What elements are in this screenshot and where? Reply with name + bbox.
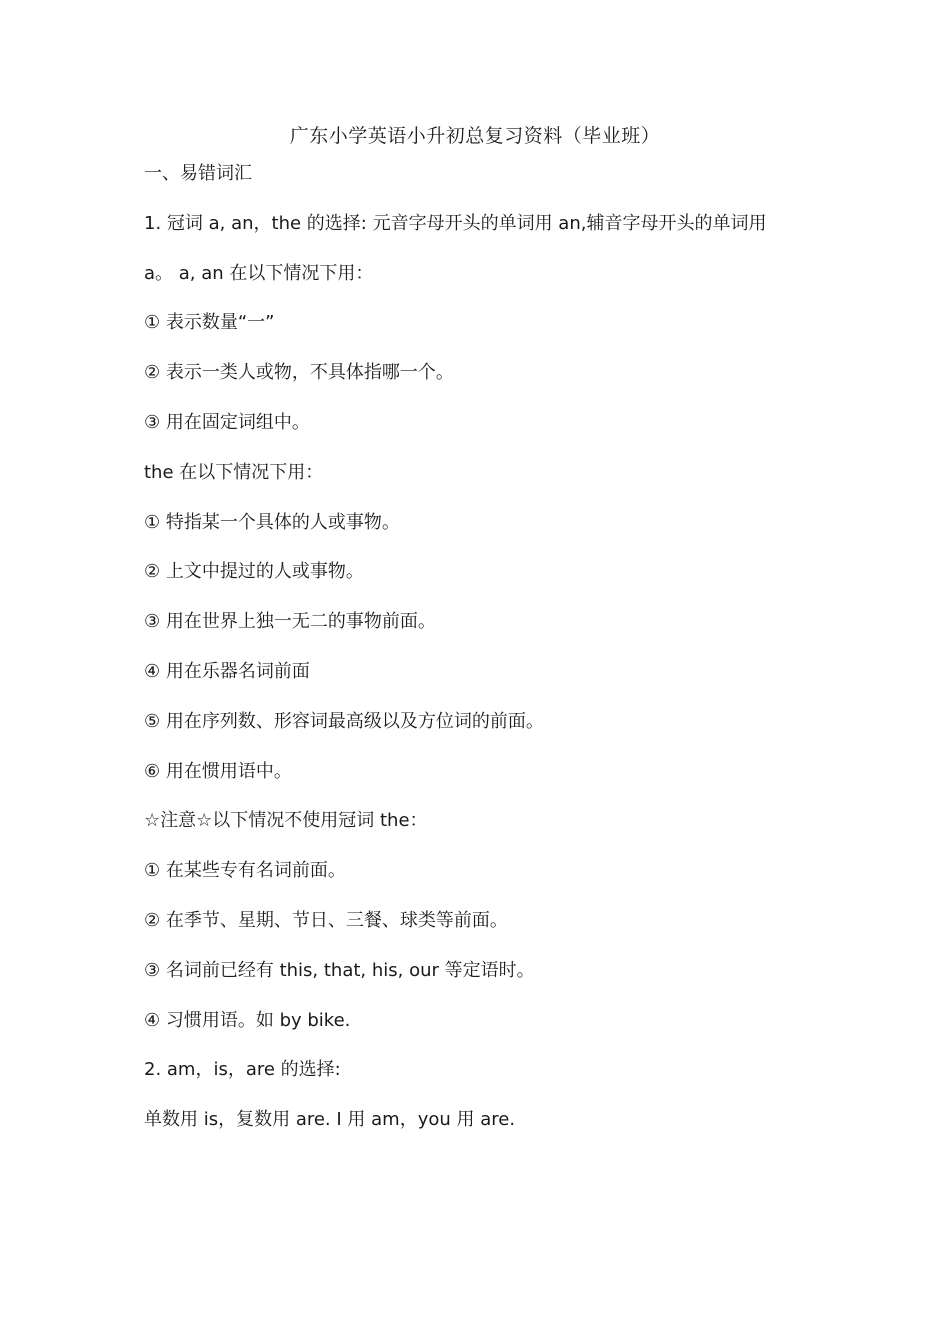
list-item: ③ 用在固定词组中。 [144,411,310,433]
note-line: ☆注意☆以下情况不使用冠词 the： [144,810,428,832]
paragraph-line: 1. 冠词 a, an，the 的选择: 元音字母开头的单词用 an,辅音字母开头的单词用 [144,212,767,234]
list-item: ④ 习惯用语。如 by bike. [144,1009,351,1031]
list-item: ④ 用在乐器名词前面 [144,660,310,682]
list-item: ① 在某些专有名词前面。 [144,860,346,882]
paragraph-line: the 在以下情况下用： [144,461,324,483]
list-item: ① 表示数量“一” [144,312,275,334]
list-item: ① 特指某一个具体的人或事物。 [144,511,400,533]
section-heading: 一、易错词汇 [144,163,252,184]
document-title: 广东小学英语小升初总复习资料（毕业班） [289,125,661,147]
paragraph-line: 2. am，is，are 的选择: [144,1059,341,1081]
document-body [144,160,864,1156]
list-item: ⑥ 用在惯用语中。 [144,760,292,782]
list-item: ② 在季节、星期、节日、三餐、球类等前面。 [144,909,508,931]
list-item: ⑤ 用在序列数、形容词最高级以及方位词的前面。 [144,710,544,732]
list-item: ② 表示一类人或物，不具体指哪一个。 [144,362,454,384]
list-item: ② 上文中提过的人或事物。 [144,561,364,583]
paragraph-line: 单数用 is，复数用 are. I 用 am，you 用 are. [144,1109,516,1131]
list-item: ③ 用在世界上独一无二的事物前面。 [144,611,436,633]
paragraph-line: a。 a, an 在以下情况下用： [144,262,374,284]
list-item: ③ 名词前已经有 this, that, his, our 等定语时。 [144,959,535,981]
